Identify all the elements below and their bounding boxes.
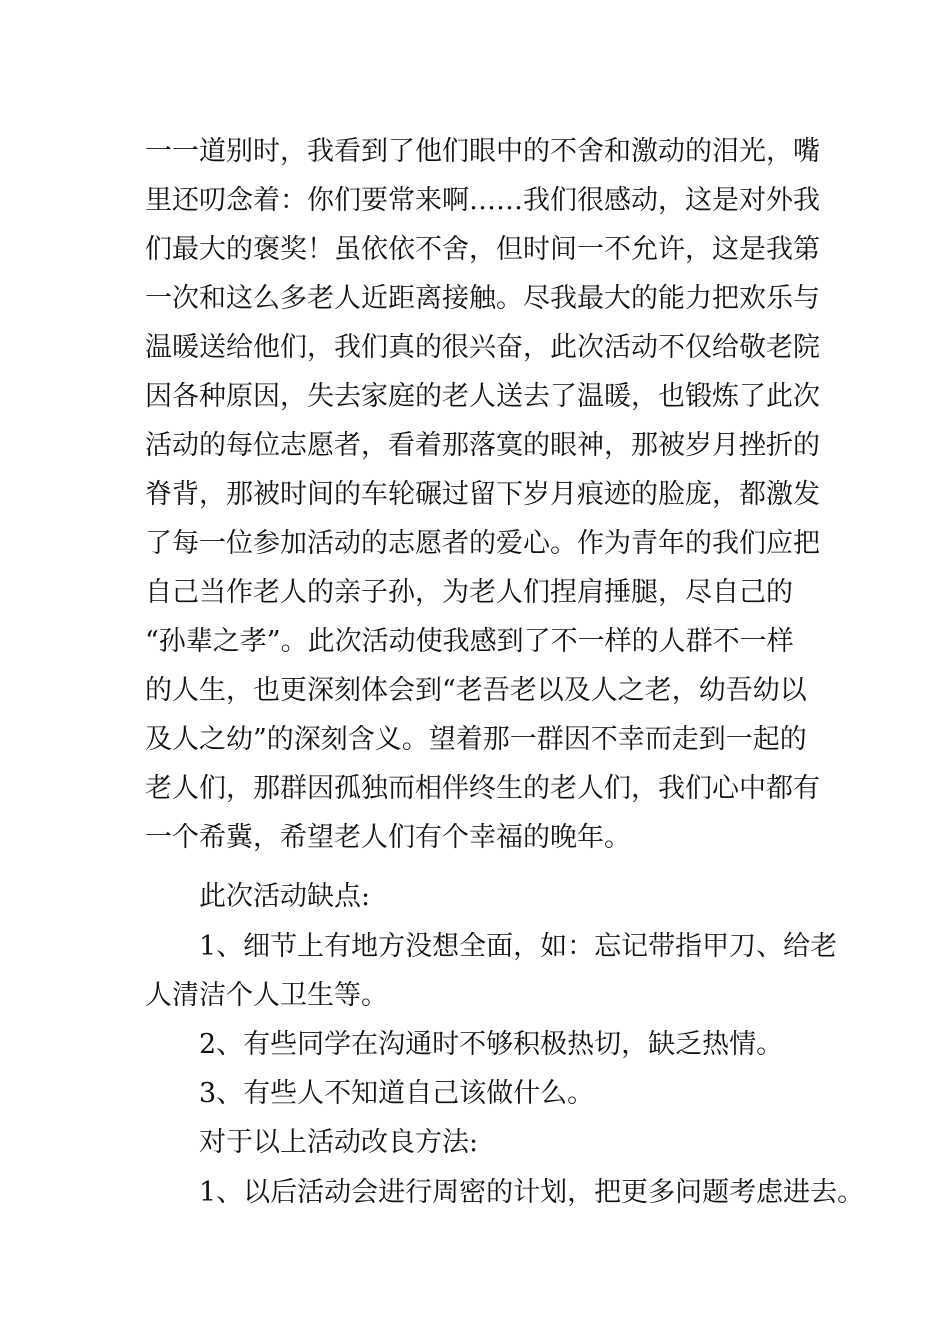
paragraph-line: “孙辈之孝”。此次活动使我感到了不一样的人群不一样 xyxy=(145,626,794,657)
paragraph-line: 一次和这么多老人近距离接触。尽我最大的能力把欢乐与 xyxy=(145,283,820,314)
shortcoming-item-1-line-2: 人清洁个人卫生等。 xyxy=(145,980,388,1011)
shortcomings-heading-text: 此次活动缺点: xyxy=(199,881,371,912)
paragraph-line: 了每一位参加活动的志愿者的爱心。作为青年的我们应把 xyxy=(145,528,820,559)
shortcoming-item-1 xyxy=(145,922,838,1020)
paragraph-line: 一个希冀，希望老人们有个幸福的晚年。 xyxy=(145,822,631,853)
paragraph-line: 脊背，那被时间的车轮碾过留下岁月痕迹的脸庞，都激发 xyxy=(145,479,820,510)
shortcoming-item-3-text: 3、有些人不知道自己该做什么。 xyxy=(199,1078,595,1109)
paragraph-line: 活动的每位志愿者，看着那落寞的眼神，那被岁月挫折的 xyxy=(145,430,820,461)
paragraph-line: 及人之幼”的深刻含义。望着那一群因不幸而走到一起的 xyxy=(145,724,807,755)
improvement-item-1 xyxy=(145,1168,865,1217)
paragraph-line: 温暖送给他们，我们真的很兴奋，此次活动不仅给敬老院 xyxy=(145,332,820,363)
paragraph-line: 自己当作老人的亲子孙，为老人们捏肩捶腿，尽自己的 xyxy=(145,577,793,608)
shortcoming-item-2-text: 2、有些同学在沟通时不够积极热切，缺乏热情。 xyxy=(199,1029,784,1060)
improvement-heading-text: 对于以上活动改良方法: xyxy=(199,1127,479,1158)
paragraph-line: 一一道别时，我看到了他们眼中的不舍和激动的泪光，嘴 xyxy=(145,136,820,167)
shortcomings-heading xyxy=(145,872,815,921)
paragraph-line: 们最大的褒奖！虽依依不舍，但时间一不允许，这是我第 xyxy=(145,234,820,265)
body-paragraph xyxy=(145,127,820,862)
paragraph-line: 因各种原因，失去家庭的老人送去了温暖，也锻炼了此次 xyxy=(145,381,820,412)
shortcoming-item-3 xyxy=(145,1069,815,1118)
paragraph-line: 的人生，也更深刻体会到“老吾老以及人之老，幼吾幼以 xyxy=(145,675,807,706)
paragraph-line: 里还叨念着：你们要常来啊……我们很感动，这是对外我 xyxy=(145,185,820,216)
improvement-item-1-text: 1、以后活动会进行周密的计划，把更多问题考虑进去。 xyxy=(199,1177,865,1208)
shortcoming-item-1-line-1: 1、细节上有地方没想全面，如：忘记带指甲刀、给老 xyxy=(199,931,838,962)
shortcoming-item-2 xyxy=(145,1020,815,1069)
paragraph-line: 老人们，那群因孤独而相伴终生的老人们，我们心中都有 xyxy=(145,773,820,804)
improvement-heading xyxy=(145,1118,815,1167)
